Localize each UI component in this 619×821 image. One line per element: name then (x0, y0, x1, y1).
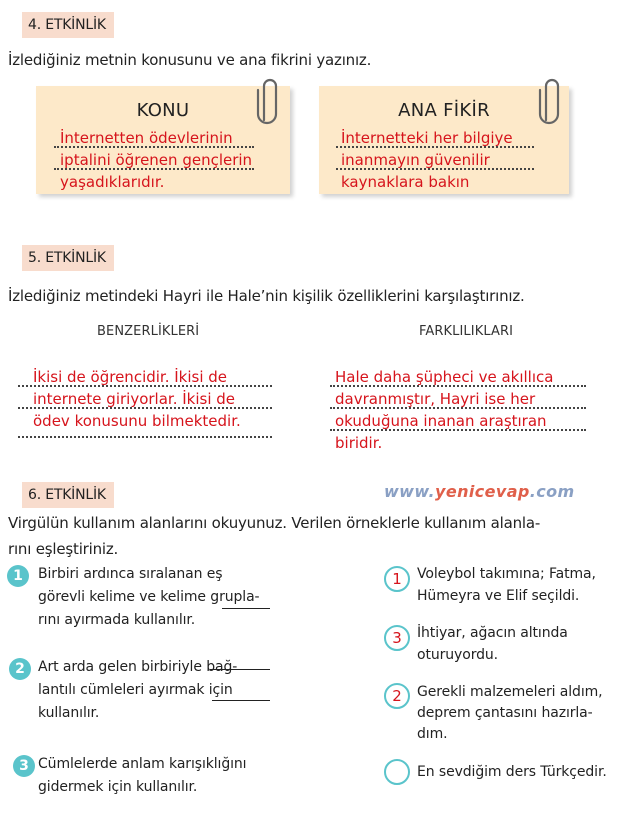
benzerlikler-dotted-line (18, 385, 272, 387)
usage-3-line-1: Cümlelerde anlam karışıklığını (38, 756, 247, 772)
benzerlikler-line-1: İkisi de öğrencidir. İkisi de (33, 368, 228, 386)
activity-5-instruction: İzlediğiniz metindeki Hayri ile Hale’nin kişilik özelliklerini karşılaştırınız. (8, 287, 525, 305)
example-3-line-3: dım. (417, 726, 448, 742)
example-3-line-2: deprem çantasını hazırla- (417, 705, 593, 721)
answer-line (212, 700, 270, 701)
answer-line (222, 608, 270, 609)
ana-fikir-line-1: İnternetteki her bilgiye (341, 129, 513, 147)
benzerlikler-header: BENZERLİKLERİ (97, 324, 200, 339)
farkliliklar-header: FARKLILIKLARI (419, 324, 514, 339)
paperclip-icon (538, 74, 564, 126)
usage-2-line-2: lantılı cümleleri ayırmak için (38, 682, 233, 698)
usage-2-line-1: Art arda gelen birbiriyle bağ- (38, 659, 238, 675)
example-1-line-1: Voleybol takımına; Fatma, (417, 566, 596, 582)
activity-6-instruction-line-2: rını eşleştiriniz. (8, 540, 119, 558)
activity-4-instruction: İzlediğiniz metnin konusunu ve ana fikrini yazınız. (8, 51, 372, 69)
answer-circle[interactable]: 3 (384, 625, 410, 651)
benzerlikler-dotted-line (18, 436, 272, 438)
ana-fikir-dotted-line (336, 146, 534, 148)
usage-1-line-3: rını ayırmada kullanılır. (38, 612, 196, 628)
example-3-line-1: Gerekli malzemeleri aldım, (417, 684, 603, 700)
benzerlikler-line-3: ödev konusunu bilmektedir. (33, 412, 241, 430)
usage-number-badge: 3 (13, 755, 35, 777)
activity-6-tag: 6. ETKİNLİK (22, 482, 114, 508)
farkliliklar-dotted-line (330, 385, 586, 387)
farkliliklar-line-1: Hale daha şüpheci ve akıllıca (335, 368, 554, 386)
konu-line-3: yaşadıklarıdır. (60, 173, 165, 191)
farkliliklar-line-3: okuduğuna inanan araştıran (335, 412, 547, 430)
activity-4-tag: 4. ETKİNLİK (22, 12, 114, 38)
farkliliklar-line-2: davranmıştır, Hayri ise her (335, 390, 536, 408)
benzerlikler-line-2: internete giriyorlar. İkisi de (33, 390, 236, 408)
watermark: www.yenicevap.com (384, 482, 575, 501)
activity-6-instruction-line-1: Virgülün kullanım alanlarını okuyunuz. Verilen örneklerle kullanım alanla- (8, 514, 541, 532)
konu-title: KONU (136, 100, 190, 121)
example-1-line-2: Hümeyra ve Elif seçildi. (417, 588, 580, 604)
activity-5-tag: 5. ETKİNLİK (22, 245, 114, 271)
usage-1-line-1: Birbiri ardınca sıralanan eş (38, 566, 223, 582)
konu-dotted-line (54, 146, 254, 148)
benzerlikler-dotted-line (18, 407, 272, 409)
farkliliklar-dotted-line (330, 407, 586, 409)
ana-fikir-line-2: inanmayın güvenilir (341, 151, 490, 169)
konu-dotted-line (54, 168, 254, 170)
example-2-line-1: İhtiyar, ağacın altında (417, 625, 568, 641)
answer-circle[interactable] (384, 759, 410, 785)
usage-number-badge: 1 (7, 565, 29, 587)
paperclip-icon (256, 74, 282, 126)
usage-1-line-2: görevli kelime ve kelime grupla- (38, 589, 260, 605)
konu-line-1: İnternetten ödevlerinin (60, 129, 233, 147)
farkliliklar-line-4: biridir. (335, 434, 383, 452)
konu-line-2: iptalini öğrenen gençlerin (60, 151, 253, 169)
usage-2-line-3: kullanılır. (38, 705, 100, 721)
example-2-line-2: oturuyordu. (417, 647, 499, 663)
example-4-line-1: En sevdiğim ders Türkçedir. (417, 764, 607, 780)
answer-circle[interactable]: 1 (384, 566, 410, 592)
farkliliklar-dotted-line (330, 429, 586, 431)
usage-number-badge: 2 (9, 658, 31, 680)
answer-line (210, 669, 270, 670)
ana-fikir-title: ANA FİKİR (398, 100, 490, 121)
ana-fikir-dotted-line (336, 168, 534, 170)
answer-circle[interactable]: 2 (384, 683, 410, 709)
ana-fikir-line-3: kaynaklara bakın (341, 173, 470, 191)
usage-3-line-2: gidermek için kullanılır. (38, 779, 198, 795)
